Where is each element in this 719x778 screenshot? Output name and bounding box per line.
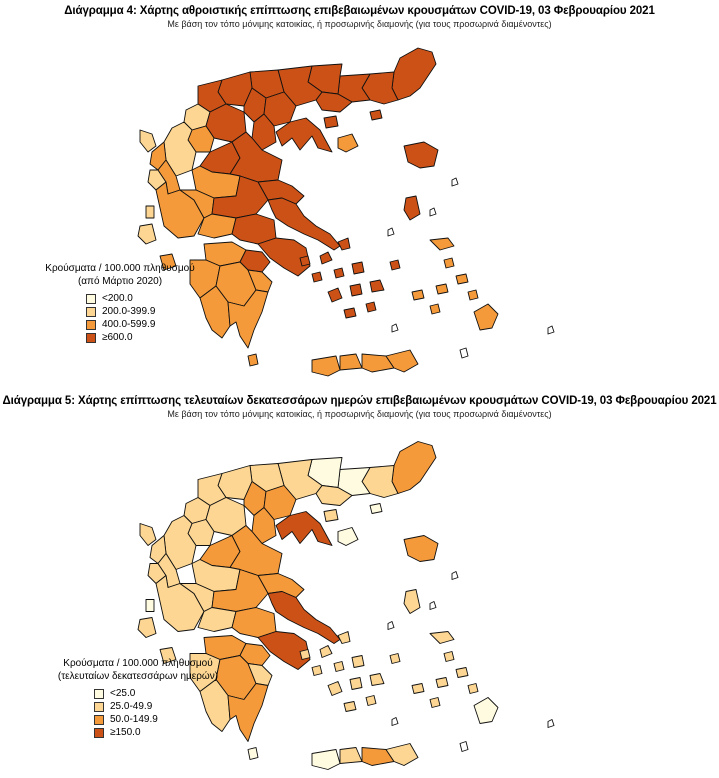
region-cyclades [300,632,400,712]
legend-item [86,331,200,344]
legend-swatch [86,307,96,317]
region-lesvos [404,142,438,168]
region-chios [404,590,420,614]
map-panel-cumulative [0,0,719,385]
legend-label: 25.0-49.9 [110,701,153,712]
region-chios [404,196,420,220]
region-chania [312,750,340,770]
map1-subtitle: Με βάση τον τόπο μόνιμης κατοικίας, ή προσωρινής διαμονής (για τους προσωρινά διαμένοντες) [167,19,552,29]
region-corfu [140,524,156,546]
region-lefkada [146,600,154,612]
region-lefkada [146,206,154,218]
region-dodecanese [412,652,478,708]
region-rhodes [474,304,498,330]
legend-label: <25.0 [110,688,136,699]
legend-item [94,687,228,700]
legend-swatch [86,320,96,330]
map-panel-14day [0,389,719,778]
region-kythira [248,354,258,366]
legend-item [86,305,200,318]
region-samos [430,238,454,250]
region-kythira [248,748,258,760]
legend-item [94,726,228,739]
region-lemnos [338,134,358,152]
region-viotia [232,214,276,244]
map2-subtitle: Με βάση τον τόπο μόνιμης κατοικίας, ή προσωρινής διαμονής (για τους προσωρινά διαμένοντες) [167,409,552,419]
legend-swatch [86,333,96,343]
legend-item [94,700,228,713]
region-rethymno [340,748,362,764]
region-kefalonia [138,618,156,638]
legend-label: 200.0-399.9 [102,306,156,317]
map2-title: Διάγραμμα 5: Χάρτης επίπτωσης τελευταίων δεκατεσσάρων ημερών επιβεβαιωμένων κρουσμάτων COVID-19, 03 Φεβρουαρίου 2021 [2,395,717,407]
legend-label: ≥150.0 [110,727,141,738]
region-kefalonia [138,224,156,244]
region-rhodes [474,698,498,724]
region-thrace-east [392,442,436,494]
legend-label: ≥600.0 [102,332,133,343]
legend-swatch [86,294,96,304]
region-thasos [324,510,338,522]
region-thasos [324,116,338,128]
region-lemnos [338,528,358,546]
legend-swatch [94,689,104,699]
legend-label: 400.0-599.9 [102,319,156,330]
region-samothraki [370,504,382,514]
region-corfu [140,130,156,152]
legend-item [86,318,200,331]
legend-item [94,713,228,726]
legend-label: <200.0 [102,293,133,304]
region-viotia [232,608,276,638]
region-cyclades [300,238,400,318]
legend-swatch [94,728,104,738]
legend-swatch [94,715,104,725]
region-thrace-east [392,48,436,100]
legend-item [86,292,200,305]
region-lesvos [404,536,438,562]
legend-label: 50.0-149.9 [110,714,158,725]
map2-legend-title: Κρούσματα / 100.000 πληθυσμού [63,658,213,669]
map2-legend [48,657,228,739]
map1-legend [40,262,200,344]
map1-legend-subtitle: (από Μάρτιο 2020) [77,276,163,287]
region-dodecanese [412,258,478,314]
region-samos [430,632,454,644]
map2-legend-subtitle: (τελευταίων δεκατεσσάρων ημερών) [57,671,219,682]
map1-legend-title: Κρούσματα / 100.000 πληθυσμού [45,263,195,274]
map1-title: Διάγραμμα 4: Χάρτης αθροιστικής επίπτωσης επιβεβαιωμένων κρουσμάτων COVID-19, 03 Φεβρουαρίου 2021 [64,5,655,17]
region-rethymno [340,354,362,370]
region-samothraki [370,110,382,120]
region-chania [312,356,340,376]
legend-swatch [94,702,104,712]
